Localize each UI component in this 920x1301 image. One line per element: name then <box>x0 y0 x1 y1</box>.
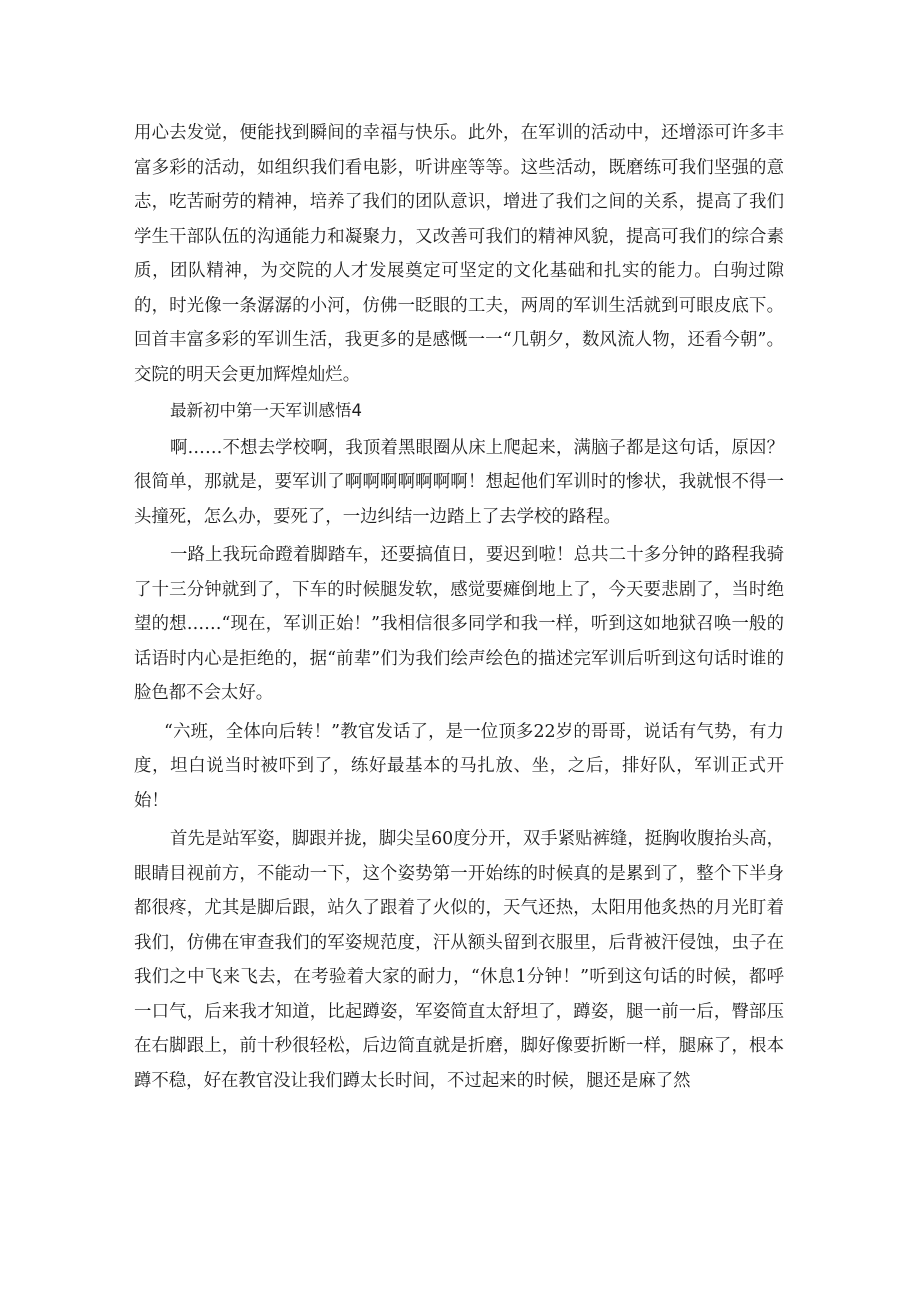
paragraph-intro: 用心去发觉，便能找到瞬间的幸福与快乐。此外，在军训的活动中，还增添可许多丰富多彩的活动，如组织我们看电影，听讲座等等。这些活动，既磨练可我们坚强的意志，吃苦耐劳的精神，培养了我们的团队意识，增进了我们之间的关系，提高了我们学生干部队伍的沟通能力和凝聚力，又改善可我们的精神风貌，提高可我们的综合素质，团队精神，为交院的人才发展奠定可坚定的文化基础和扎实的能力。白驹过隙的，时光像一条潺潺的小河，仿佛一眨眼的工夫，两周的军训生活就到可眼皮底下。回首丰富多彩的军训生活，我更多的是感慨一一“几朝夕，数风流人物，还看今朝”。交院的明天会更加辉煌灿烂。 <box>134 123 784 385</box>
document-body <box>134 116 784 1100</box>
section-heading: 最新初中第一天军训感悟4 <box>170 401 362 420</box>
paragraph-4: 首先是站军姿，脚跟并拢，脚尖呈60度分开，双手紧贴裤缝，挺胸收腹抬头高，眼睛目视前方，不能动一下，这个姿势第一开始练的时候真的是累到了，整个下半身都很疼，尤其是脚后跟，站久了跟着了火似的，天气还热，太阳用他炙热的月光盯着我们，仿佛在审查我们的军姿规范度，汗从额头留到衣服里，后背被汗侵蚀，虫子在我们之中飞来飞去，在考验着大家的耐力，“休息1分钟！”听到这句话的时候，都呼一口气，后来我才知道，比起蹲姿，军姿简直太舒坦了，蹲姿，腿一前一后，臀部压在右脚跟上，前十秒很轻松，后边简直就是折磨，脚好像要折断一样，腿麻了，根本蹲不稳，好在教官没让我们蹲太长时间，不过起来的时候，腿还是麻了然 <box>134 829 784 1091</box>
paragraph-1: 啊……不想去学校啊，我顶着黑眼圈从床上爬起来，满脑子都是这句话，原因？很简单，那就是，要军训了啊啊啊啊啊啊啊！想起他们军训时的惨状，我就恨不得一头撞死，怎么办，要死了，一边纠结一边踏上了去学校的路程。 <box>134 437 784 527</box>
paragraph-2: 一路上我玩命蹬着脚踏车，还要搞值日，要迟到啦！总共二十多分钟的路程我骑了十三分钟就到了，下车的时候腿发软，感觉要瘫倒地上了，今天要悲剧了，当时绝望的想……“现在，军训正始！”我相信很多同学和我一样，听到这如地狱召唤一般的话语时内心是拒绝的，据“前辈”们为我们绘声绘色的描述完军训后听到这句话时谁的脸色都不会太好。 <box>134 545 784 703</box>
paragraph-3: “六班，全体向后转！”教官发话了，是一位顶多22岁的哥哥，说话有气势，有力度，坦白说当时被吓到了，练好最基本的马扎放、坐，之后，排好队，军训正式开始！ <box>134 721 784 811</box>
